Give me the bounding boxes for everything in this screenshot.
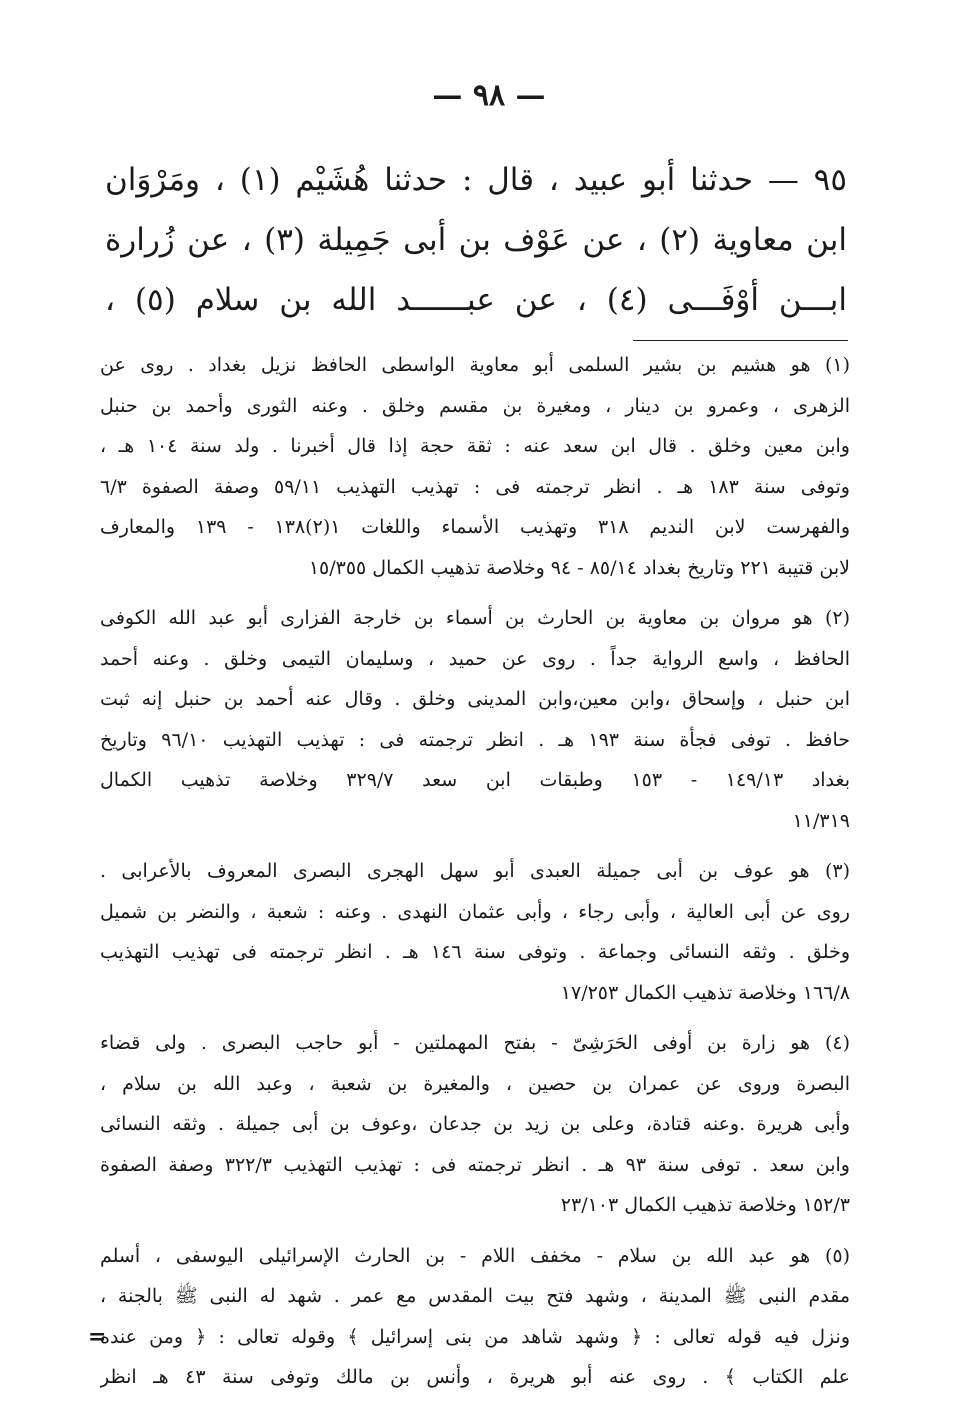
footnote-line: (٤) هو زارة بن أوفى الحَرَشِىّ - بفتح المهملتين - أبو حاجب البصرى . ولى قضاء bbox=[100, 1032, 850, 1054]
main-text-line: ٩٥ — حدثنا أبو عبيد ، قال : حدثنا هُشَيْم (١) ، ومَرْوَان bbox=[105, 162, 847, 198]
footnote-line: وخلق . وثقه النسائى وجماعة . وتوفى سنة ١٤٦ هـ . انظر ترجمته فى تهذيب التهذيب bbox=[100, 941, 850, 963]
footnote-line: وابن سعد . توفى سنة ٩٣ هـ . انظر ترجمته فى : تهذيب التهذيب ٣٢٢/٣ وصفة الصفوة bbox=[100, 1153, 850, 1176]
footnote-line: البصرة وروى عن عمران بن حصين ، والمغيرة بن شعبة ، وعبد الله بن سلام ، bbox=[100, 1072, 850, 1095]
footnote-line: لابن قتيبة ٢٢١ وتاريخ بغداد ٨٥/١٤ - ٩٤ وخلاصة تذهيب الكمال ١٥/٣٥٥ bbox=[308, 556, 850, 579]
footnote-line: الحافظ ، واسع الرواية جداً . روى عن حميد ، وسليمان التيمى وخلق . وعنه أحمد bbox=[100, 647, 850, 670]
main-text-line: ابـــن أوْفَـــى (٤) ، عن عبــــــد الله بن سلام (٥) ، bbox=[105, 282, 847, 318]
footnote-line: حافظ . توفى فجأة سنة ١٩٣ هـ . انظر ترجمته فى : تهذيب التهذيب ٩٦/١٠ وتاريخ bbox=[100, 728, 850, 751]
footnote-divider bbox=[633, 340, 848, 341]
footnote-1 bbox=[100, 345, 850, 588]
footnote-line: الزهرى ، وعمرو بن دينار ، ومغيرة بن مقسم وخلق . وعنه الثورى وأحمد بن حنبل bbox=[100, 394, 850, 417]
footnote-line: والفهرست لابن النديم ٣١٨ وتهذيب الأسماء واللغات ١(٢)١٣٨ - ١٣٩ والمعارف bbox=[100, 516, 850, 538]
footnote-line: ابن حنبل ، وإسحاق ،وابن معين،وابن المدينى وخلق . وقال عنه أحمد بن حنبل إنه ثبت bbox=[100, 688, 850, 710]
footnote-line: ١١/٣١٩ bbox=[792, 809, 850, 832]
footnote-line: ١٦٦/٨ وخلاصة تذهيب الكمال ١٧/٢٥٣ bbox=[560, 981, 850, 1004]
footnote-line: مقدم النبى ﷺ المدينة ، وشهد فتح بيت المقدس مع عمر . شهد له النبى ﷺ بالجنة ، bbox=[100, 1285, 850, 1307]
footnote-5 bbox=[100, 1236, 850, 1398]
footnote-4 bbox=[100, 1023, 850, 1226]
footnote-line: (٣) هو عوف بن أبى جميلة العبدى أبو سهل الهجرى البصرى المعروف بالأعرابى . bbox=[100, 860, 850, 882]
footnote-line: (١) هو هشيم بن بشير السلمى أبو معاوية الواسطى الحافظ نزيل بغداد . روى عن bbox=[100, 354, 850, 376]
main-text bbox=[105, 150, 847, 330]
footnote-line: وابن معين وخلق . قال ابن سعد عنه : ثقة حجة إذا قال أخبرنا . ولد سنة ١٠٤ هـ ، bbox=[100, 435, 850, 457]
footnote-line: وتوفى سنة ١٨٣ هـ . انظر ترجمته فى : تهذيب التهذيب ٥٩/١١ وصفة الصفوة ٦/٣ bbox=[100, 475, 850, 498]
footnote-line: بغداد ١٤٩/١٣ - ١٥٣ وطبقات ابن سعد ٣٢٩/٧ وخلاصة تذهيب الكمال bbox=[100, 769, 850, 791]
footnote-line: (٥) هو عبد الله بن سلام - مخفف اللام - بن الحارث الإسرائيلى اليوسفى ، أسلم bbox=[100, 1244, 850, 1267]
footnote-2 bbox=[100, 598, 850, 841]
main-text-line: ابن معاوية (٢) ، عن عَوْف بن أبى جَمِيلة (٣) ، عن زُرارة bbox=[105, 222, 847, 258]
footnote-line: وأبى هريرة .وعنه قتادة، وعلى بن زيد بن جدعان ،وعوف بن أبى جميلة . وثقه النسائى bbox=[100, 1113, 850, 1135]
footnote-3 bbox=[100, 851, 850, 1013]
footnote-line: (٢) هو مروان بن معاوية بن الحارث بن أسماء بن خارجة الفزارى أبو عبد الله الكوفى bbox=[100, 607, 850, 629]
footnote-line: علم الكتاب ﴾ . روى عنه أبو هريرة ، وأنس بن مالك وتوفى سنة ٤٣ هـ انظر bbox=[100, 1366, 850, 1388]
page-number: — ٩٨ — bbox=[432, 78, 546, 113]
continuation-mark: = bbox=[88, 1324, 107, 1350]
footnotes bbox=[100, 345, 850, 1408]
footnote-line: ١٥٢/٣ وخلاصة تذهيب الكمال ٢٣/١٠٣ bbox=[560, 1194, 850, 1216]
footnote-line: روى عن أبى العالية ، وأبى رجاء ، وأبى عثمان النهدى . وعنه : شعبة ، والنضر بن شميل bbox=[100, 900, 850, 923]
footnote-line: ونزل فيه قوله تعالى : ﴿ وشهد شاهد من بنى إسرائيل ﴾ وقوله تعالى : ﴿ ومن عنده bbox=[100, 1325, 850, 1348]
